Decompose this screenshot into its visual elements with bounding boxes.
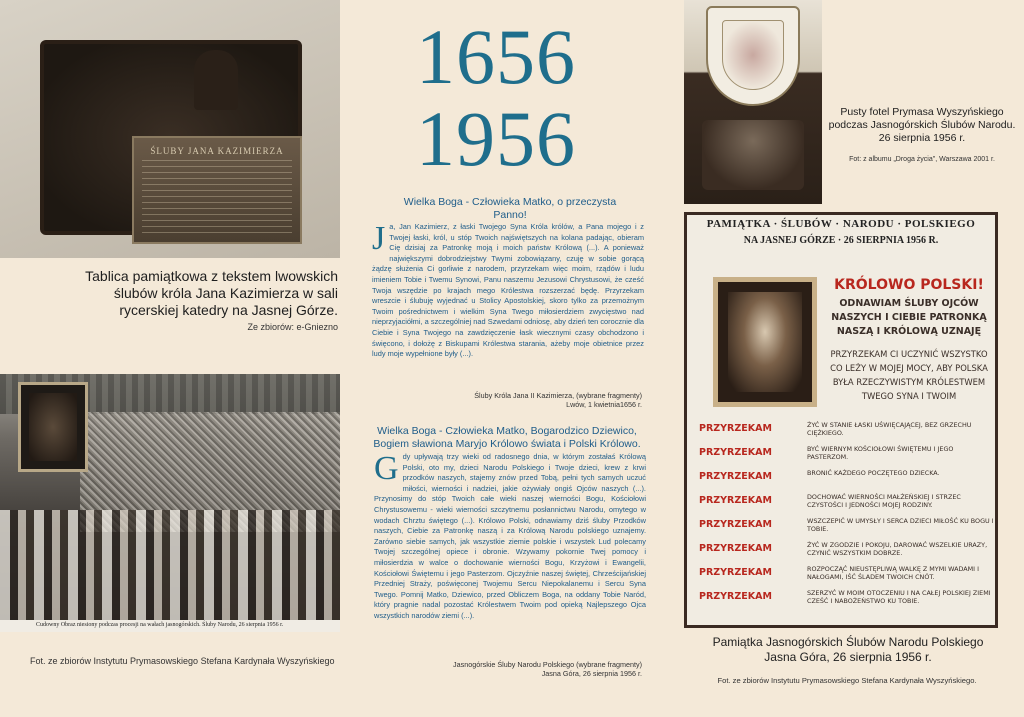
vow-text: BYĆ WIERNYM KOŚCIOŁOWI ŚWIĘTEMU I JEGO PASTERZOM.: [807, 445, 954, 462]
procession-photo: [0, 374, 340, 632]
vow-row: [699, 541, 995, 565]
vow-row: [699, 493, 995, 517]
vow-word: PRZYRZEKAM: [699, 519, 772, 530]
vow-text: SZERZYĆ W MOIM OTOCZENIU I NA CAŁEJ POLSKIEJ ZIEMI CZEŚĆ I NABOŻEŃSTWO KU TOBIE.: [807, 589, 991, 606]
vow-row: [699, 565, 995, 589]
vow-1656-text: [372, 222, 644, 360]
vow-row: [699, 445, 995, 469]
vow-1656-source-date: Lwów, 1 kwietnia1656 r.: [566, 400, 642, 409]
memorial-odnawiam: ODNAWIAM ŚLUBY OJCÓW NASZYCH I CIEBIE PATRONKĄ NASZĄ I KRÓLOWĄ UZNAJĘ: [831, 298, 987, 337]
crown-crest-icon: [194, 50, 238, 110]
memorial-caption-line2: Jasna Góra, 26 sierpnia 1956 r.: [764, 650, 932, 664]
coat-of-arms-icon: [722, 20, 784, 90]
vow-text: BRONIĆ KAŻDEGO POCZĘTEGO DZIECKA.: [807, 469, 940, 477]
vow-text: ŻYĆ W STANIE ŁASKI UŚWIĘCAJĄCEJ, BEZ GRZECHU CIĘŻKIEGO.: [807, 421, 972, 438]
vow-row: [699, 469, 995, 493]
madonna-image: [728, 292, 802, 392]
year-1956: 1956: [416, 95, 576, 182]
plaque-source: Ze zbiorów: e-Gniezno: [247, 322, 338, 332]
memorial-source: Fot. ze zbiorów Instytutu Prymasowskiego Stefana Kardynała Wyszyńskiego.: [717, 676, 977, 685]
vow-1956-body: dy upływają trzy wieki od radosnego dnia, w którym zostałaś Królową Polski, oto my, dzieci Narodu Polskiego i Twoje dzieci, krew z krwi przodków naszych, stajemy znów przed Tobą, pełni tych samych uczuć miłości, wierności i nadziei, jakie ożywiały ongiś Ojców naszych (...). Przynosimy do stóp Twoich całe wieki naszej wierności Bogu, Kościołowi Chrystusowemu - wieki wierności szczytnemu posłannictwu Narodu, omytego w wodach Chrztu świętego (...). Królowo Polski, odnawiamy dziś śluby Przodków naszych, Ciebie za Patronkę naszą i za Królową Narodu polskiego uznajemy. Zarówno siebie samych, jak wszystkie ziemie polskie i wszystek Lud polecamy Twojej szczególnej opiece i obronie. Wzywamy pokornie Twej pomocy i miłosierdzia w walce o dochowanie wierności Bogu, Krzyżowi i Ewangelii, Kościołowi Świętemu i jego Pasterzom. Ojczyźnie naszej świętej, Chrześcijańskiej Przedniej Straży, poświęconej Twojemu Sercu Niepokalanemu i Sercu Syna Twego. Pomnij Matko, Dziewico, przed Obliczem Boga, na oddany Tobie Naród, który pragnie nadal pozostać Królestwem Twoim pod opieką Najlepszego Ojca wszystkich narodów ziemi (...).: [374, 452, 646, 620]
photo-strip-caption: Cudowny Obraz niesiony podczas procesji na wałach jasnogórskich. Śluby Narodu, 26 sierpnia 1956 r.: [36, 622, 284, 628]
vow-1956-source-date: Jasna Góra, 26 sierpnia 1956 r.: [541, 669, 642, 678]
vow-word: PRZYRZEKAM: [699, 471, 772, 482]
procession-source: Fot. ze zbiorów Instytutu Prymasowskiego Stefana Kardynała Wyszyńskiego: [30, 656, 335, 666]
vow-1956-heading: Wielka Boga - Człowieka Matko, Bogarodzico Dziewico, Bogiem sławiona Maryjo Królowo świata i Polski Królowo.: [373, 425, 641, 450]
memorial-card: [684, 212, 998, 628]
memorial-icon-frame: [713, 277, 817, 407]
vow-1956-source: [430, 660, 642, 678]
plaque-inscription: ŚLUBY JANA KAZIMIERZA: [150, 146, 284, 156]
vow-text: DOCHOWAĆ WIERNOŚCI MAŁŻEŃSKIEJ I STRZEC CZYSTOŚCI I JEDNOŚCI MOJEJ RODZINY.: [807, 493, 961, 510]
vow-word: PRZYRZEKAM: [699, 495, 772, 506]
vow-1656-source-title: Śluby Króla Jana II Kazimierza, (wybrane fragmenty): [474, 391, 642, 400]
memorial-vows: [699, 421, 995, 613]
plaque-caption: Tablica pamiątkowa z tekstem lwowskich ślubów króla Jana Kazimierza w sali rycerskiej katedry na Jasnej Górze.: [85, 268, 338, 318]
memorial-subtitle: NA JASNEJ GÓRZE · 26 SIERPNIA 1956 R.: [743, 235, 939, 246]
vow-text: WSZCZEPIĆ W UMYSŁY I SERCA DZIECI MIŁOŚĆ KU BOGU I TOBIE.: [807, 517, 994, 534]
dropcap-g: G: [374, 450, 399, 487]
chair-seat: [702, 120, 804, 190]
vow-row: [699, 517, 995, 541]
vow-word: PRZYRZEKAM: [699, 567, 772, 578]
vow-word: PRZYRZEKAM: [699, 543, 772, 554]
vow-word: PRZYRZEKAM: [699, 447, 772, 458]
black-madonna-icon: [29, 393, 77, 461]
vow-word: PRZYRZEKAM: [699, 423, 772, 434]
year-1656: 1656: [416, 13, 576, 100]
miraculous-image-frame: [18, 382, 88, 472]
plaque-photo: [0, 0, 340, 258]
plaque-tablet: [132, 136, 302, 244]
memorial-przyrzekam-intro: PRZYRZEKAM CI UCZYNIĆ WSZYSTKO CO LEŻY W MOJEJ MOCY, ABY POLSKA BYŁA RZECZYWISTYM KRÓLESTWEM TWEGO SYNA I TWOIM: [830, 349, 988, 401]
memorial-krolowo: KRÓLOWO POLSKI!: [834, 277, 984, 293]
vow-text: ROZPOCZĄĆ NIEUSTĘPLIWĄ WALKĘ Z MYMI WADAMI I NAŁOGAMI, IŚĆ ŚLADEM TWOICH CNÓT.: [807, 565, 979, 582]
vow-row: [699, 421, 995, 445]
vow-1656-heading: Wielka Boga - Człowieka Matko, o przeczysta Panno!: [403, 196, 617, 221]
memorial-caption: [690, 635, 1006, 665]
vow-text: ŻYĆ W ZGODZIE I POKOJU, DAROWAĆ WSZELKIE URAZY, CZYNIĆ WSZYSTKIM DOBRZE.: [807, 541, 988, 558]
empty-chair-photo: [684, 0, 822, 204]
vow-1656-body: a, Jan Kazimierz, z łaski Twojego Syna Króla królów, a Pana mojego i z Twojej łaski, król, u stóp Twoich najświętszych na kolana padając, obieram Cię dzisiaj za Patronkę moją i moich państw Królową (...). A ponieważ największymi dobrodziejstwy Twymi zobowiązany, czuję w sobie gorącą żądzę służenia Ci gorliwie z narodem, przyrzekam więc moim, rządów i ludu imieniem Tobie i Twemu Synowi, Panu naszemu Jezusowi Chrystusowi, że cześć Twoja wszędzie po krajach mego Królestwa rozszerzać będę. Przyrzekam wreszcie i ślubuję wyjednać u Stolicy Apostolskiej, skoro tylko za przemożnym Twoim pośrednictwem i wielkim Syna Twego miłosierdziem zwycięstwo nad nieprzyjaciółmi, a szczególniej nad Szwedami odniosę, aby dzień ten corocznie dla Ciebie i Syna Twojego na zawdzięczenie łask wiecznymi czasy obchodzono i święcono, i dołożę z Biskupami Królestwa starania, ażeby moje obietnice przez ludy moje wypełnione były (...).: [372, 222, 644, 359]
vow-1956-text: [374, 452, 646, 622]
dropcap-j: J: [372, 220, 386, 257]
vow-1956-source-title: Jasnogórskie Śluby Narodu Polskiego (wybrane fragmenty): [453, 660, 642, 669]
plaque-frame: [40, 40, 302, 235]
vow-1656-source: [430, 391, 642, 409]
photo-strip: [0, 620, 340, 632]
vow-row: [699, 589, 995, 613]
plaque-text-lines: [142, 160, 292, 234]
clergy-procession: [0, 510, 340, 620]
memorial-title: PAMIĄTKA · ŚLUBÓW · NARODU · POLSKIEGO: [706, 218, 976, 230]
memorial-caption-line1: Pamiątka Jasnogórskich Ślubów Narodu Polskiego: [712, 635, 984, 649]
vow-word: PRZYRZEKAM: [699, 591, 772, 602]
chair-source: Fot: z albumu „Droga życia", Warszawa 2001 r.: [849, 156, 995, 163]
chair-caption: Pusty fotel Prymasa Wyszyńskiego podczas Jasnogórskich Ślubów Narodu. 26 sierpnia 1956 r.: [828, 106, 1016, 144]
coat-of-arms-shield: [706, 6, 800, 106]
